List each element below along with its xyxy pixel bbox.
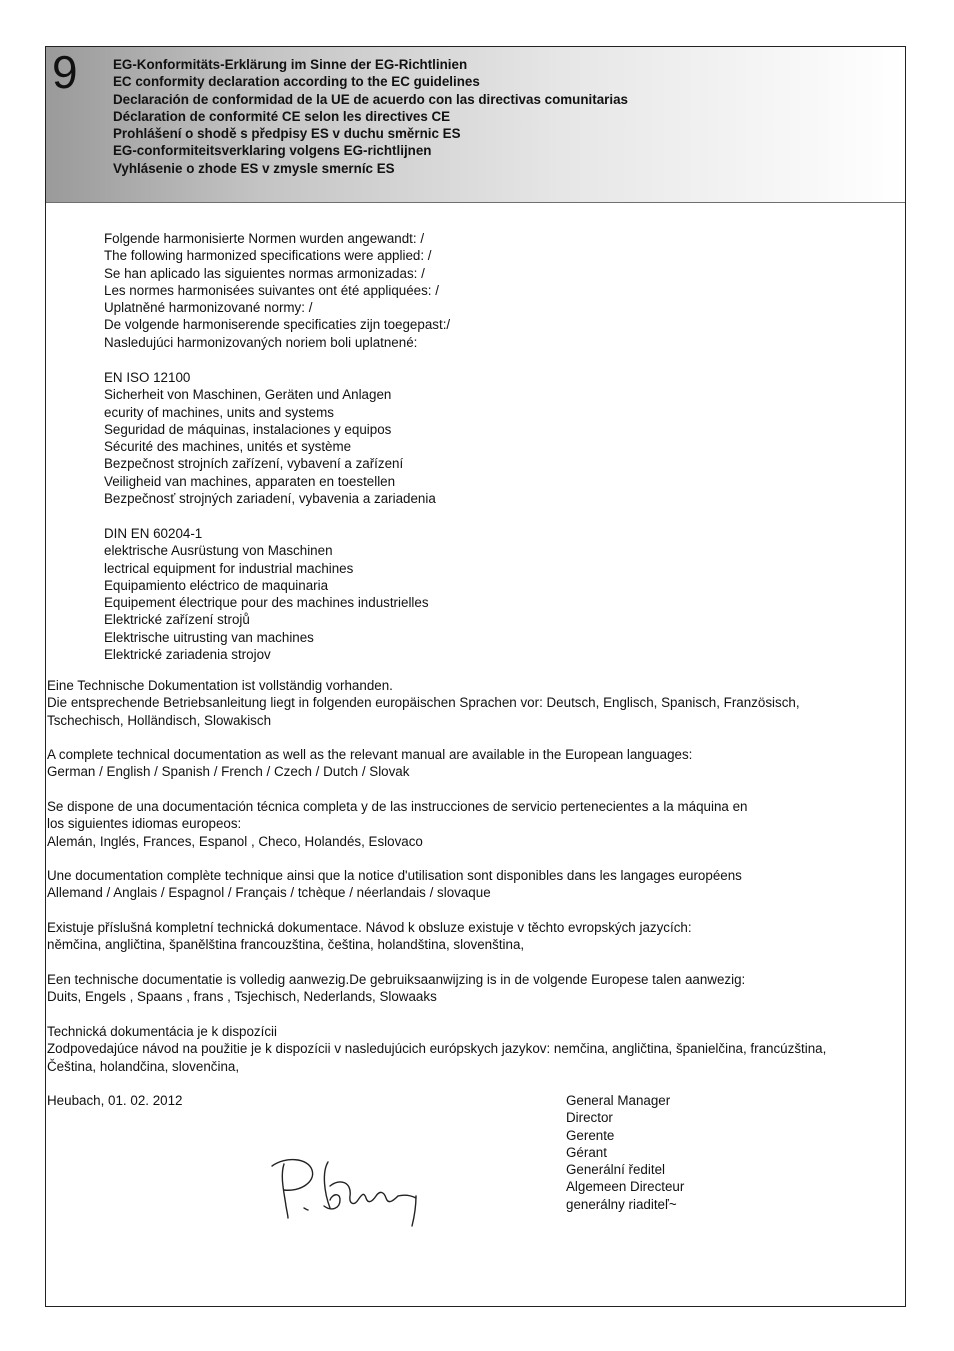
title-line: Prohlášení o shodě s předpisy ES v duchu směrnic ES: [113, 126, 461, 142]
place-and-date: [47, 1092, 183, 1109]
text-line: Elektrické zariadenia strojov: [104, 647, 271, 663]
standard-din-en-60204-1: [104, 525, 429, 663]
signatory-title: General Manager: [566, 1093, 671, 1108]
place-date-text: Heubach, 01. 02. 2012: [47, 1093, 183, 1108]
documentation-french: [47, 867, 742, 902]
signatory-title: Gérant: [566, 1144, 607, 1160]
text-line: Allemand / Anglais / Espagnol / Français / tchèque / néerlandais / slovaque: [47, 885, 491, 901]
documentation-slovak: [47, 1023, 826, 1075]
text-line: Zodpovedajúce návod na použitie je k dispozícii v nasledujúcich európskych jazykov: nemčina, angličtina, španielčina, francúzština,: [47, 1041, 827, 1057]
text-line: Une documentation complète technique ainsi que la notice d'utilisation sont disponibles dans les langages européens: [47, 868, 742, 883]
signatory-title: Generální ředitel: [566, 1162, 665, 1178]
text-line: Technická dokumentácia je k dispozícii: [47, 1024, 277, 1039]
text-line: los siguientes idiomas europeos:: [47, 816, 242, 832]
text-line: Equipement électrique pour des machines industrielles: [104, 595, 429, 611]
text-line: Elektrické zařízení strojů: [104, 612, 250, 628]
text-line: Uplatněné harmonizované normy: /: [104, 300, 313, 316]
text-line: German / English / Spanish / French / Czech / Dutch / Slovak: [47, 764, 410, 780]
text-line: Seguridad de máquinas, instalaciones y equipos: [104, 421, 392, 437]
text-line: Les normes harmonisées suivantes ont été appliquées: /: [104, 282, 439, 298]
text-line: Een technische documentatie is volledig aanwezig.De gebruiksaanwijzing is in de volgende Europese talen aanwezig:: [47, 972, 746, 987]
signatory-titles: [566, 1092, 684, 1213]
text-line: Tschechisch, Holländisch, Slowakisch: [47, 712, 272, 728]
standard-code: DIN EN 60204-1: [104, 526, 203, 541]
text-line: Nasledujúci harmonizovaných noriem boli uplatnené:: [104, 334, 418, 350]
section-number: 9: [52, 46, 78, 98]
text-line: Existuje příslušná kompletní technická dokumentace. Návod k obsluze existuje v těchto evropských jazycích:: [47, 920, 692, 935]
text-line: A complete technical documentation as well as the relevant manual are available in the European languages:: [47, 747, 693, 762]
signatory-title: generálny riaditeľ~: [566, 1196, 677, 1212]
text-line: Eine Technische Dokumentation ist vollständig vorhanden.: [47, 678, 393, 693]
text-line: Elektrische uitrusting van machines: [104, 629, 314, 645]
standard-code: EN ISO 12100: [104, 370, 191, 385]
text-line: Die entsprechende Betriebsanleitung liegt in folgenden europäischen Sprachen vor: Deutsch, Englisch, Spanisch, Französisch,: [47, 695, 800, 711]
text-line: Se dispone de una documentación técnica completa y de las instrucciones de servicio pertenecientes a la máquina en: [47, 799, 748, 814]
signatory-title: Algemeen Directeur: [566, 1179, 685, 1195]
documentation-czech: [47, 919, 692, 954]
text-line: Duits, Engels , Spaans , frans , Tsjechisch, Nederlands, Slowaaks: [47, 989, 437, 1005]
standard-en-iso-12100: [104, 369, 436, 507]
title-line: EC conformity declaration according to the EC guidelines: [113, 74, 480, 90]
documentation-english: [47, 746, 692, 781]
title-line: EG-conformiteitsverklaring volgens EG-richtlijnen: [113, 143, 432, 159]
text-line: Veiligheid van machines, apparaten en toestellen: [104, 473, 396, 489]
header-divider: [46, 202, 905, 203]
documentation-spanish: [47, 798, 747, 850]
text-line: Sicherheit von Maschinen, Geräten und Anlagen: [104, 387, 392, 403]
text-line: Čeština, holandčina, slovenčina,: [47, 1058, 240, 1074]
text-line: Bezpečnost strojních zařízení, vybavení a zařízení: [104, 456, 404, 472]
text-line: Se han aplicado las siguientes normas armonizadas: /: [104, 265, 425, 281]
standards-intro: [104, 230, 450, 351]
title-line: Déclaration de conformité CE selon les directives CE: [113, 108, 451, 124]
text-line: lectrical equipment for industrial machines: [104, 560, 354, 576]
documentation-german: [47, 677, 800, 729]
text-line: Folgende harmonisierte Normen wurden angewandt: /: [104, 231, 425, 246]
signatory-title: Director: [566, 1110, 613, 1126]
text-line: The following harmonized specifications were applied: /: [104, 248, 432, 264]
text-line: elektrische Ausrüstung von Maschinen: [104, 543, 333, 559]
text-line: Bezpečnosť strojných zariadení, vybavenia a zariadenia: [104, 491, 436, 507]
handwritten-signature: [266, 1152, 426, 1236]
text-line: němčina, angličtina, španělština francouzština, čeština, holandština, slovenština,: [47, 937, 525, 953]
title-line: Vyhlásenie o zhode ES v zmysle smerníc ES: [113, 160, 395, 176]
title-line: Declaración de conformidad de la UE de acuerdo con las directivas comunitarias: [113, 91, 628, 107]
declaration-titles: [113, 56, 628, 177]
text-line: Alemán, Inglés, Frances, Espanol , Checo, Holandés, Eslovaco: [47, 833, 423, 849]
text-line: ecurity of machines, units and systems: [104, 404, 334, 420]
documentation-dutch: [47, 971, 745, 1006]
text-line: Equipamiento eléctrico de maquinaria: [104, 577, 329, 593]
signatory-title: Gerente: [566, 1127, 615, 1143]
text-line: De volgende harmoniserende specificaties zijn toegepast:/: [104, 317, 451, 333]
text-line: Sécurité des machines, unités et système: [104, 439, 352, 455]
title-line: EG-Konformitäts-Erklärung im Sinne der EG-Richtlinien: [113, 57, 468, 72]
